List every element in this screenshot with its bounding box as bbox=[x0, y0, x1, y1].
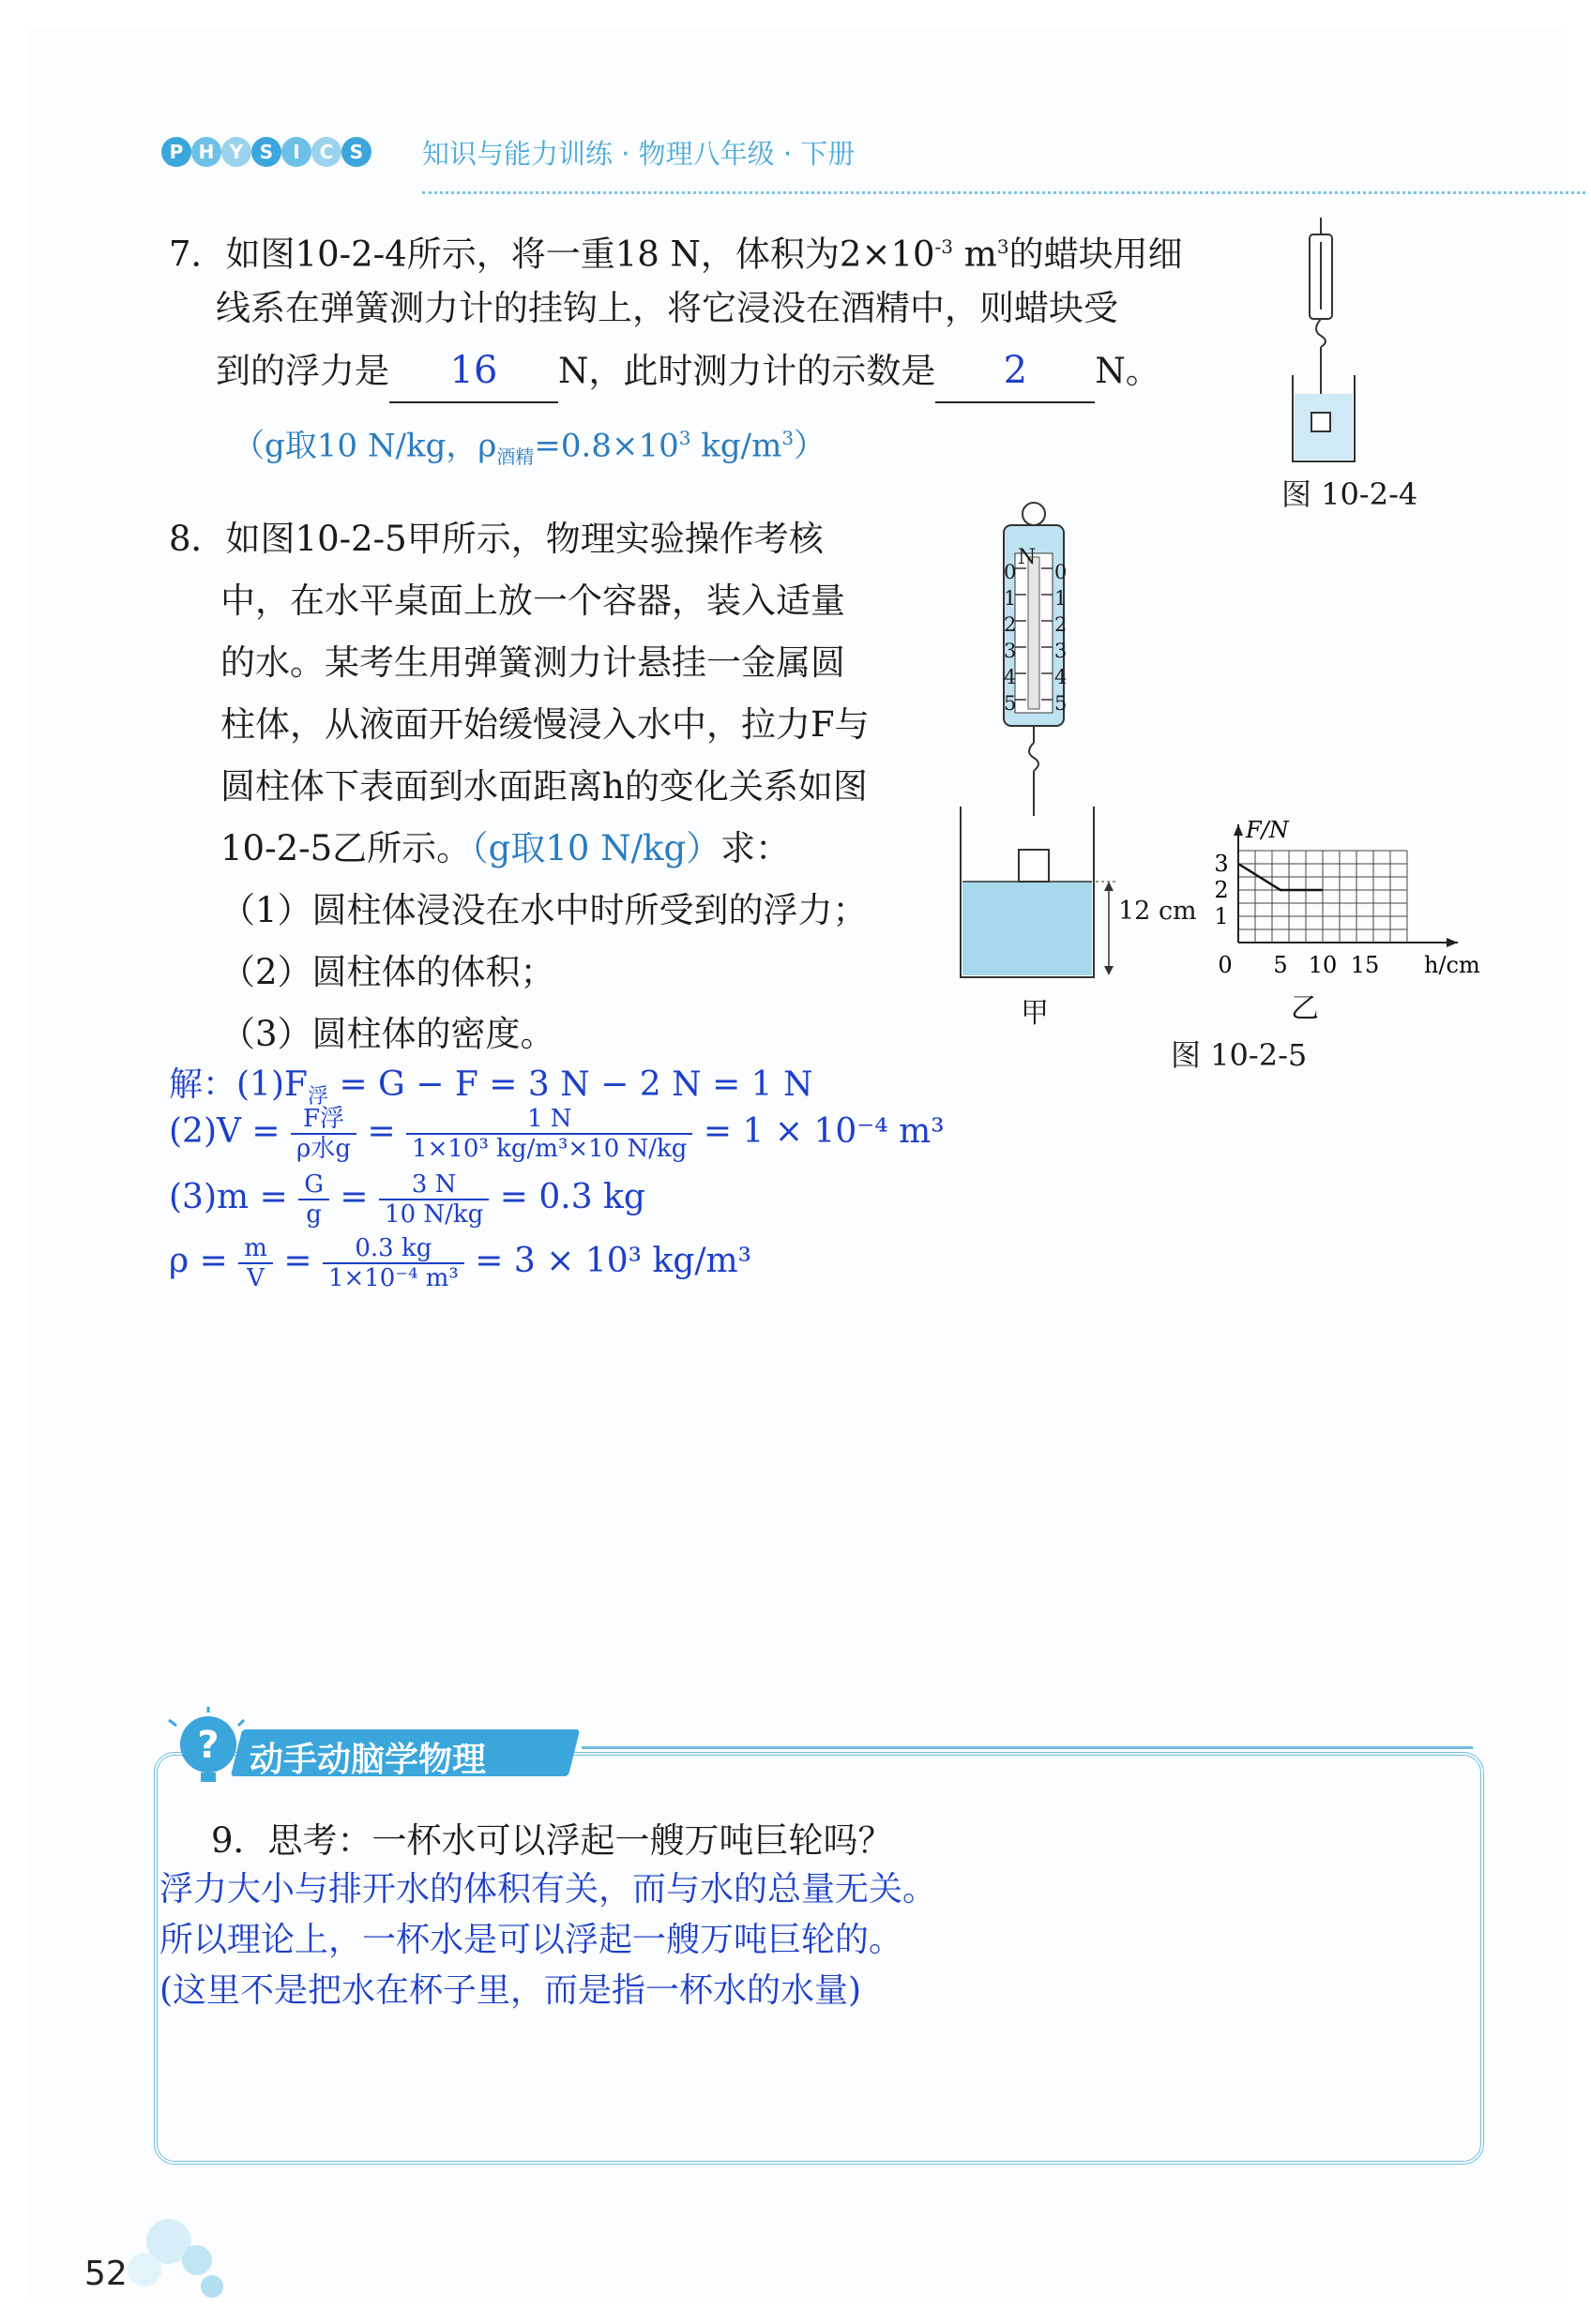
q8-text: 10-2-5乙所示。 bbox=[220, 828, 472, 868]
q9-answer-line1: 浮力大小与排开水的体积有关，而与水的总量无关。 bbox=[159, 1870, 937, 1909]
q8-line2: 中，在水平桌面上放一个容器，装入适量 bbox=[220, 581, 845, 621]
hint-sub: 酒精 bbox=[496, 445, 535, 469]
q8-line1: 8．如图10-2-5甲所示，物理实验操作考核 bbox=[169, 519, 824, 559]
hint-exp: 3 bbox=[678, 427, 691, 449]
q7-hint bbox=[233, 407, 826, 488]
figure-10-2-5-jia bbox=[947, 497, 1191, 1004]
q7-exponent: -3 bbox=[934, 235, 954, 258]
scale-ticks-right bbox=[1054, 559, 1069, 717]
x-tick-label: 5 bbox=[1273, 952, 1288, 978]
solution-fraction bbox=[323, 1234, 464, 1292]
logo-letter: P bbox=[161, 137, 191, 167]
solution-fraction bbox=[406, 1105, 692, 1163]
q9-answer-line3: (这里不是把水在杯子里，而是指一杯水的水量) bbox=[159, 1971, 862, 2010]
x-tick-label: 0 bbox=[1218, 952, 1233, 978]
figure-10-2-5-caption: 图 10-2-5 bbox=[1171, 1037, 1308, 1073]
q7-answer-buoyancy[interactable]: 16 bbox=[389, 340, 558, 403]
fraction-denominator: 1×10³ kg/m³×10 N/kg bbox=[412, 1135, 688, 1163]
hint-text: kg/m bbox=[690, 427, 782, 465]
figure-10-2-4 bbox=[1276, 216, 1398, 478]
y-axis-label: F/N bbox=[1246, 817, 1289, 843]
scale-tick: 5 bbox=[1004, 692, 1017, 715]
solution-text: = bbox=[367, 1112, 407, 1151]
solution-text: = G − F = 3 N − 2 N = 1 N bbox=[328, 1065, 813, 1104]
x-tick-label: 10 bbox=[1308, 952, 1338, 978]
y-axis-arrow bbox=[1234, 824, 1243, 836]
x-axis-label: h/cm bbox=[1424, 952, 1480, 978]
hint-text: ） bbox=[794, 427, 826, 465]
scale-tick: 2 bbox=[1054, 613, 1068, 636]
q7-text-end: 的蜡块用细 bbox=[1008, 234, 1183, 275]
fraction-denominator: 10 N/kg bbox=[385, 1200, 484, 1229]
fraction-denominator: V bbox=[247, 1264, 265, 1292]
fraction-numerator: 1 N bbox=[406, 1105, 692, 1135]
depth-label: 12 cm bbox=[1118, 897, 1197, 926]
fraction-denominator: g bbox=[306, 1200, 322, 1229]
hint-exp: 3 bbox=[781, 427, 795, 449]
scale-tick: 4 bbox=[1054, 666, 1068, 688]
scale-unit-label: N bbox=[1018, 546, 1037, 569]
q8-text: 求： bbox=[720, 828, 791, 868]
x-tick-label: 15 bbox=[1350, 952, 1380, 978]
scale-tick: 1 bbox=[1004, 587, 1017, 610]
scale-tick: 4 bbox=[1004, 666, 1017, 688]
q7-answer-reading[interactable]: 2 bbox=[935, 340, 1095, 403]
scale-ticks-left bbox=[1004, 559, 1019, 717]
q7-unit: m bbox=[953, 234, 997, 275]
logo-letter: I bbox=[281, 137, 311, 167]
logo-letter: S bbox=[341, 137, 371, 167]
q8-sub1: （1）圆柱体浸没在水中时所受到的浮力； bbox=[220, 890, 868, 930]
scale-tick: 2 bbox=[1004, 613, 1017, 636]
q7-line3 bbox=[216, 340, 1160, 403]
q8-line4: 柱体，从液面开始缓慢浸入水中，拉力F与 bbox=[220, 704, 870, 745]
q7-text: 到的浮力是 bbox=[216, 351, 389, 391]
textbook-page bbox=[28, 28, 1567, 2298]
q9-answer-line2: 所以理论上，一杯水是可以浮起一艘万吨巨轮的。 bbox=[159, 1921, 903, 1959]
scale-tick: 0 bbox=[1054, 561, 1068, 583]
fraction-denominator: 1×10⁻⁴ m³ bbox=[327, 1264, 459, 1292]
solution-line1 bbox=[169, 1058, 813, 1109]
scale-tick: 0 bbox=[1004, 561, 1017, 583]
svg-text:?: ? bbox=[197, 1724, 220, 1767]
solution-fraction bbox=[379, 1170, 489, 1229]
y-tick-label: 3 bbox=[1214, 851, 1229, 877]
q8-line3: 的水。某考生用弹簧测力计悬挂一金属圆 bbox=[220, 642, 845, 683]
q8-line5: 圆柱体下表面到水面距离h的变化关系如图 bbox=[220, 766, 868, 807]
solution-line3: (3)m = $\frac{G}{g}$ = $\frac{3 N}{10 N/kg}$ = 0.3 kg bbox=[169, 1170, 645, 1229]
solution-text: (3)m = bbox=[169, 1178, 299, 1216]
solution-line4: ρ = $\frac{m}{V}$ = $\frac{0.3 kg}{\text{1×10⁻⁴ m³}}$ = 3 × 10³ kg/m³ bbox=[169, 1234, 752, 1292]
solution-text: ρ = bbox=[169, 1242, 239, 1280]
practice-banner-title: 动手动脑学物理 bbox=[250, 1741, 487, 1779]
q8-sub2: （2）圆柱体的体积； bbox=[220, 952, 555, 992]
fraction-numerator: m bbox=[238, 1234, 273, 1264]
solution-fraction bbox=[298, 1170, 329, 1229]
logo-letter: H bbox=[191, 137, 221, 167]
scale-tick: 3 bbox=[1054, 640, 1068, 662]
fraction-numerator: 3 N bbox=[379, 1170, 489, 1200]
scale-tick: 3 bbox=[1004, 640, 1017, 662]
figure-jia-label: 甲 bbox=[1021, 997, 1049, 1030]
logo-letter: Y bbox=[221, 137, 251, 167]
hint-text: =0.8×10 bbox=[534, 427, 679, 465]
fraction-numerator: G bbox=[298, 1170, 329, 1200]
header-divider bbox=[422, 191, 1585, 194]
hint-text: （g取10 N/kg，ρ bbox=[233, 427, 497, 465]
logo-letter: S bbox=[251, 137, 281, 167]
q7-line1 bbox=[169, 216, 1183, 285]
q7-text: 7．如图10-2-4所示，将一重18 N，体积为2×10 bbox=[169, 234, 935, 275]
q7-text: N，此时测力计的示数是 bbox=[558, 351, 936, 391]
y-tick-label: 1 bbox=[1214, 903, 1229, 929]
solution-fraction bbox=[291, 1105, 356, 1163]
fraction-denominator: ρ水g bbox=[296, 1135, 351, 1163]
solution-text: = 0.3 kg bbox=[499, 1178, 645, 1216]
solution-fraction bbox=[238, 1234, 273, 1292]
q8-line6 bbox=[220, 818, 790, 880]
solution-text: = 3 × 10³ kg/m³ bbox=[475, 1242, 752, 1280]
scale-tick: 5 bbox=[1054, 692, 1068, 715]
y-tick-label: 2 bbox=[1214, 877, 1229, 903]
solution-text: = 1 × 10⁻⁴ m³ bbox=[703, 1112, 945, 1151]
solution-line2 bbox=[169, 1105, 945, 1163]
q7-unit-exponent: 3 bbox=[996, 235, 1009, 258]
solution-text: 解：(1)F bbox=[169, 1065, 308, 1104]
lightbulb-question-icon bbox=[169, 1707, 244, 1791]
fraction-numerator: 0.3 kg bbox=[323, 1234, 464, 1264]
scale-tick: 1 bbox=[1054, 587, 1068, 610]
figure-yi-label: 乙 bbox=[1291, 992, 1319, 1025]
banner-rule bbox=[582, 1746, 1473, 1749]
solution-sub: 浮 bbox=[307, 1085, 328, 1109]
header-title: 知识与能力训练 · 物理八年级 · 下册 bbox=[422, 138, 856, 170]
q7-text: N。 bbox=[1095, 351, 1160, 391]
q8-sub3: （3）圆柱体的密度。 bbox=[220, 1014, 555, 1054]
q9-text: 9．思考：一杯水可以浮起一艘万吨巨轮吗？ bbox=[211, 1820, 893, 1861]
q8-hint: （g取10 N/kg） bbox=[471, 828, 721, 868]
q7-line2: 线系在弹簧测力计的挂钩上，将它浸没在酒精中，则蜡块受 bbox=[216, 288, 1118, 328]
fraction-numerator: F浮 bbox=[291, 1105, 356, 1135]
figure-10-2-4-caption: 图 10-2-4 bbox=[1281, 476, 1418, 512]
solution-text: (2)V = bbox=[169, 1112, 292, 1151]
figure-10-2-5-yi-chart bbox=[1191, 755, 1480, 980]
logo-letter: C bbox=[311, 137, 341, 167]
page-number: 52 bbox=[84, 2255, 128, 2293]
x-axis-arrow bbox=[1447, 938, 1458, 947]
